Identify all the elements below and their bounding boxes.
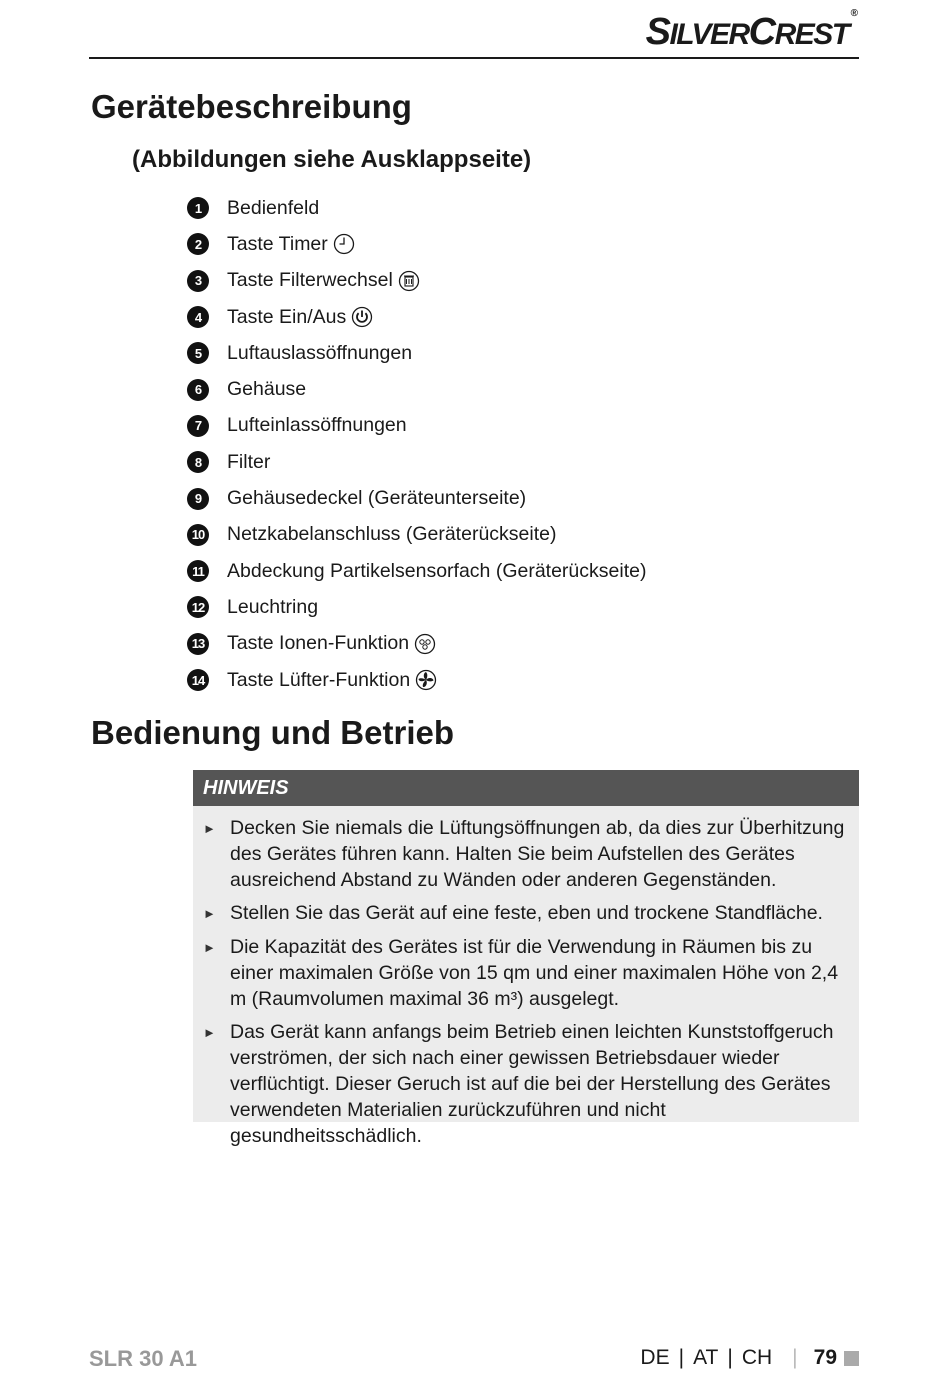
item-label: Luftauslassöffnungen [227, 341, 413, 364]
note-list [193, 806, 859, 1149]
brand-logo [646, 8, 858, 54]
note-item-text: Stellen Sie das Gerät auf eine feste, eben und trockene Standfläche. [230, 902, 823, 924]
note-item [203, 1019, 847, 1149]
page-number: 79 [813, 1346, 837, 1369]
filter-change-icon [398, 270, 420, 292]
country-code: CH [741, 1346, 773, 1369]
item-number-badge: 5 [187, 342, 209, 364]
brand-registered-mark: ® [850, 8, 858, 19]
country-code: AT [693, 1346, 719, 1369]
item-number-badge: 10 [187, 524, 209, 546]
footer-model [89, 1346, 197, 1372]
item-number-badge: 14 [187, 669, 209, 691]
item-label: Gehäusedeckel (Geräteunterseite) [227, 487, 527, 510]
item-label: Filter [227, 450, 271, 473]
model-number: SLR 30 A1 [89, 1346, 198, 1371]
section-title-operation: Bedienung und Betrieb [91, 714, 454, 751]
item-label: Taste Ein/Aus [227, 305, 347, 328]
note-item-text: Die Kapazität des Gerätes ist für die Verwendung in Räumen bis zu einer maximalen Größe von 15 qm und einer maximalen Höhe von 2,4 m (Raumvolumen maximal 36 m³) ausgelegt. [230, 936, 839, 1010]
note-item-text: Decken Sie niemals die Lüftungsöffnungen ab, da dies zur Überhitzung des Gerätes führen kann. Halten Sie beim Aufstellen des Gerätes ausreichend Abstand zu Wänden oder anderen Gegenständen. [230, 817, 845, 891]
separator: | [727, 1346, 733, 1369]
header-rule [89, 57, 859, 59]
separator: | [792, 1346, 798, 1369]
page-marker-square [844, 1351, 859, 1366]
list-item [187, 371, 646, 407]
item-number-badge: 7 [187, 415, 209, 437]
bullet-arrow-icon: ► [203, 906, 216, 921]
note-item [203, 900, 847, 927]
footer-right [640, 1346, 859, 1370]
item-number-badge: 12 [187, 596, 209, 618]
section-subtitle: (Abbildungen siehe Ausklappseite) [132, 146, 532, 173]
separator: | [678, 1346, 685, 1369]
item-number-badge: 9 [187, 488, 209, 510]
bullet-arrow-icon: ► [203, 1025, 216, 1040]
note-heading: HINWEIS [193, 770, 859, 806]
item-number-badge: 6 [187, 379, 209, 401]
note-box [193, 770, 859, 1147]
clock-icon [333, 233, 355, 255]
item-label: Taste Ionen-Funktion [227, 632, 410, 655]
list-item [187, 299, 646, 335]
note-item-text: Das Gerät kann anfangs beim Betrieb einen leichten Kunststoffgeruch verströmen, der sich nach einer gewissen Betriebsdauer wieder verflüchtigt. Dieser Geruch ist auf die bei der Herstellung des Gerätes verwendeten Materialien zurückzuführen und nicht gesundheitsschädlich. [230, 1021, 834, 1147]
bullet-arrow-icon: ► [203, 821, 216, 836]
item-number-badge: 3 [187, 270, 209, 292]
list-item [187, 662, 646, 698]
list-item [187, 190, 646, 226]
item-number-badge: 11 [187, 560, 209, 582]
item-label: Gehäuse [227, 378, 307, 401]
item-label: Bedienfeld [227, 196, 320, 219]
bullet-arrow-icon: ► [203, 940, 216, 955]
power-icon [351, 306, 373, 328]
fan-icon [415, 669, 437, 691]
note-item [203, 815, 847, 893]
list-item [187, 444, 646, 480]
list-item [187, 480, 646, 516]
list-item [187, 589, 646, 625]
item-number-badge: 2 [187, 233, 209, 255]
list-item [187, 517, 646, 553]
item-label: Taste Lüfter-Funktion [227, 668, 411, 691]
item-number-badge: 13 [187, 633, 209, 655]
list-item [187, 553, 646, 589]
list-item [187, 226, 646, 262]
list-item [187, 335, 646, 371]
parts-list [187, 190, 646, 698]
item-label: Lufteinlassöffnungen [227, 414, 407, 437]
ion-icon [414, 633, 436, 655]
item-number-badge: 4 [187, 306, 209, 328]
country-code: DE [640, 1346, 670, 1369]
item-number-badge: 8 [187, 451, 209, 473]
list-item [187, 263, 646, 299]
item-label: Netzkabelanschluss (Geräterückseite) [227, 523, 557, 546]
brand-logo-part1: SILVER [645, 11, 749, 53]
item-label: Abdeckung Partikelsensorfach (Geräterückseite) [227, 559, 647, 582]
section-title-description: Gerätebeschreibung [91, 88, 412, 125]
note-item [203, 934, 847, 1012]
item-number-badge: 1 [187, 197, 209, 219]
brand-logo-part2: CREST [748, 11, 849, 53]
item-label: Taste Timer [227, 232, 328, 255]
list-item [187, 626, 646, 662]
item-label: Leuchtring [227, 595, 319, 618]
item-label: Taste Filterwechsel [227, 269, 393, 292]
list-item [187, 408, 646, 444]
